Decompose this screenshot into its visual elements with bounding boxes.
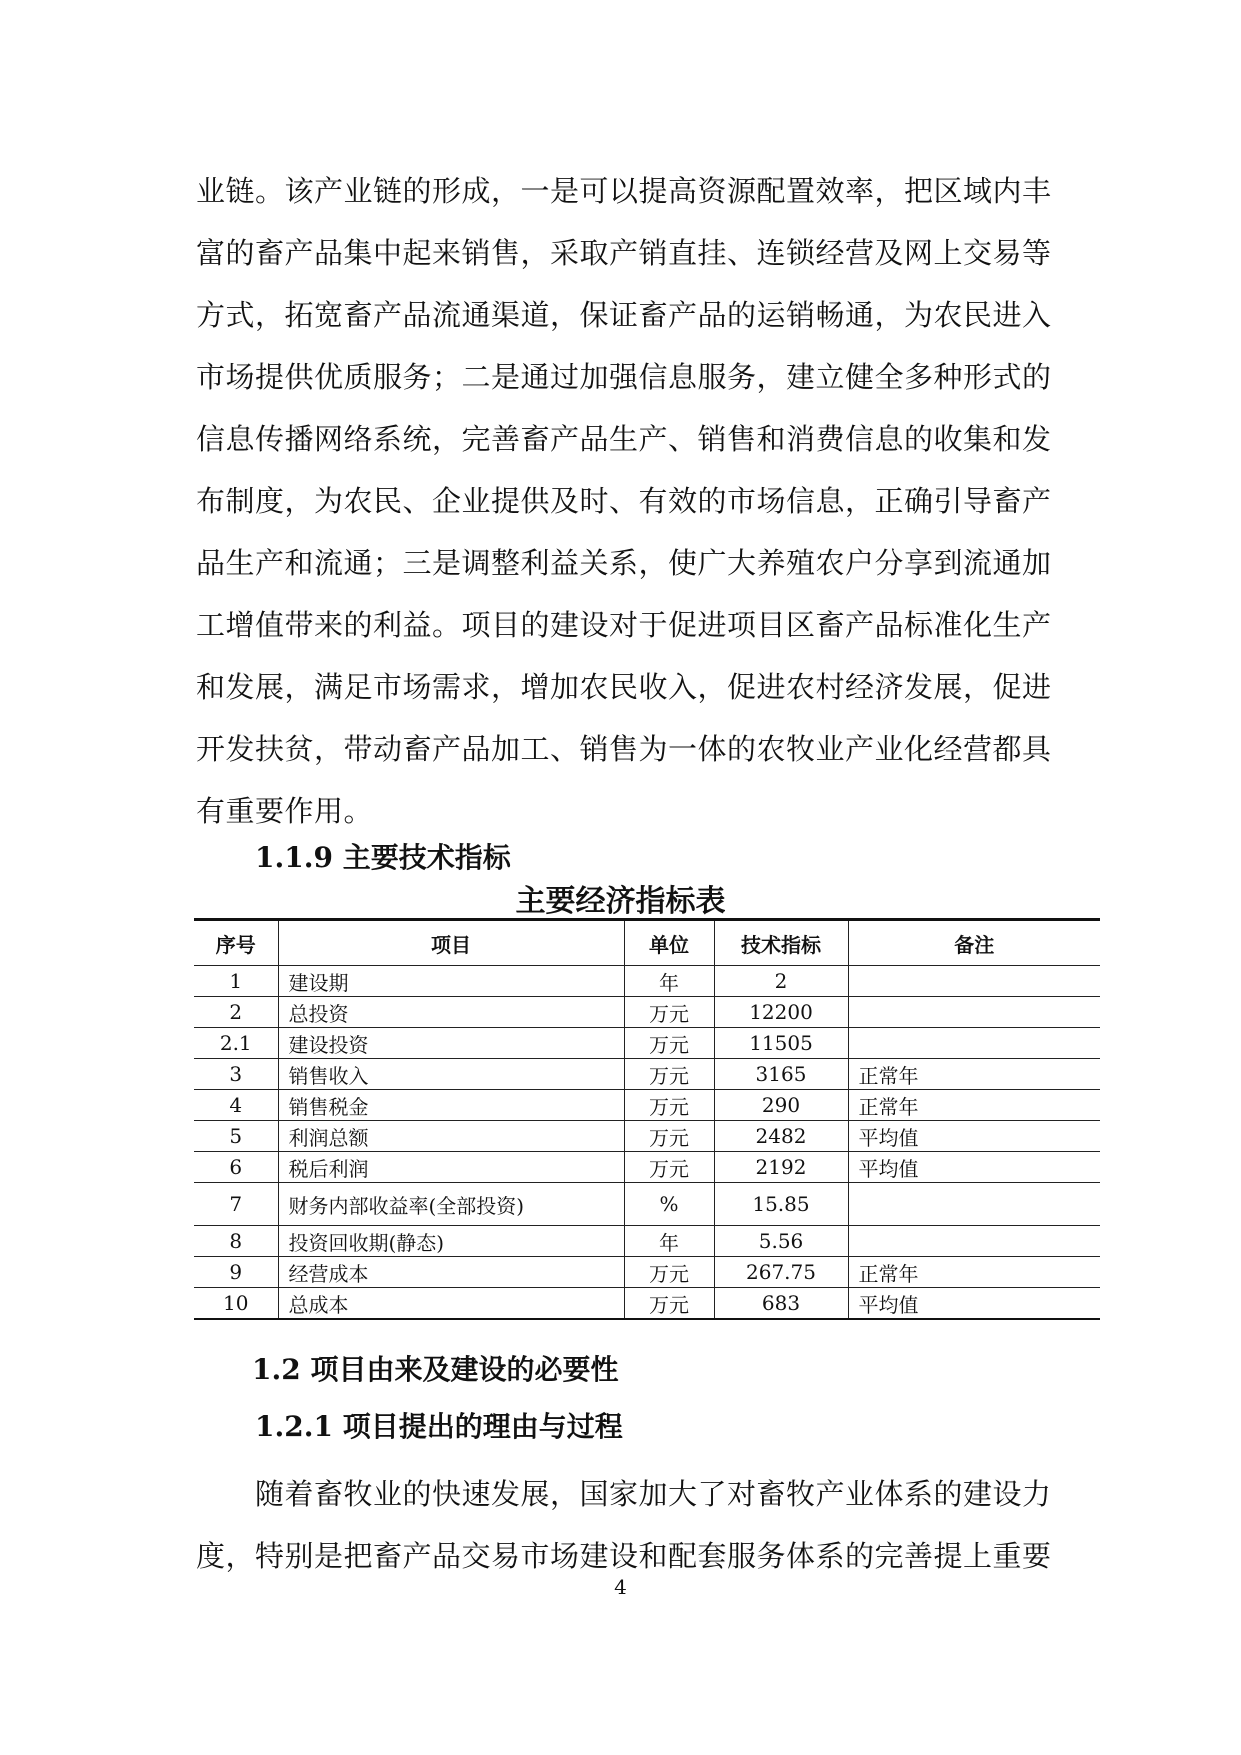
cell-remark bbox=[848, 1028, 1100, 1059]
text-line: 方式，拓宽畜产品流通渠道，保证畜产品的运销畅通，为农民进入 bbox=[196, 298, 1052, 332]
cell-item: 建设期 bbox=[278, 966, 624, 997]
cell-item: 销售收入 bbox=[278, 1059, 624, 1090]
cell-unit: 万元 bbox=[624, 997, 714, 1028]
cell-index: 3 bbox=[194, 1059, 278, 1090]
cell-index: 4 bbox=[194, 1090, 278, 1121]
cell-index: 2.1 bbox=[194, 1028, 278, 1059]
cell-value: 290 bbox=[714, 1090, 848, 1121]
cell-remark bbox=[848, 1183, 1100, 1226]
cell-remark: 平均值 bbox=[848, 1121, 1100, 1152]
cell-item: 税后利润 bbox=[278, 1152, 624, 1183]
header-item: 项目 bbox=[278, 920, 624, 966]
text-line: 度，特别是把畜产品交易市场建设和配套服务体系的完善提上重要 bbox=[196, 1539, 1052, 1573]
table-row bbox=[194, 1152, 1100, 1183]
cell-item: 总投资 bbox=[278, 997, 624, 1028]
text-line: 信息传播网络系统，完善畜产品生产、销售和消费信息的收集和发 bbox=[196, 422, 1052, 456]
text-line: 业链。该产业链的形成，一是可以提高资源配置效率，把区域内丰 bbox=[196, 174, 1052, 208]
text-line: 市场提供优质服务；二是通过加强信息服务，建立健全多种形式的 bbox=[196, 360, 1052, 394]
cell-item: 总成本 bbox=[278, 1288, 624, 1320]
cell-index: 1 bbox=[194, 966, 278, 997]
cell-remark: 正常年 bbox=[848, 1090, 1100, 1121]
cell-value: 2 bbox=[714, 966, 848, 997]
cell-index: 7 bbox=[194, 1183, 278, 1226]
cell-item: 利润总额 bbox=[278, 1121, 624, 1152]
cell-unit: 年 bbox=[624, 1226, 714, 1257]
subsection-heading: 1.2.1 项目提出的理由与过程 bbox=[255, 1410, 623, 1443]
cell-remark: 正常年 bbox=[848, 1059, 1100, 1090]
cell-index: 6 bbox=[194, 1152, 278, 1183]
text-line: 布制度，为农民、企业提供及时、有效的市场信息，正确引导畜产 bbox=[196, 484, 1052, 518]
cell-remark: 平均值 bbox=[848, 1288, 1100, 1320]
table-row bbox=[194, 1183, 1100, 1226]
cell-value: 3165 bbox=[714, 1059, 848, 1090]
text-line: 开发扶贫，带动畜产品加工、销售为一体的农牧业产业化经营都具 bbox=[196, 732, 1052, 766]
cell-item: 经营成本 bbox=[278, 1257, 624, 1288]
cell-unit: 万元 bbox=[624, 1288, 714, 1320]
cell-value: 267.75 bbox=[714, 1257, 848, 1288]
header-unit: 单位 bbox=[624, 920, 714, 966]
text-line: 有重要作用。 bbox=[196, 794, 374, 828]
body-paragraph bbox=[196, 160, 1104, 842]
cell-unit: 万元 bbox=[624, 1028, 714, 1059]
text-line: 品生产和流通；三是调整利益关系，使广大养殖农户分享到流通加 bbox=[196, 546, 1052, 580]
cell-index: 5 bbox=[194, 1121, 278, 1152]
cell-remark: 平均值 bbox=[848, 1152, 1100, 1183]
cell-remark bbox=[848, 997, 1100, 1028]
page-number: 4 bbox=[614, 1575, 627, 1599]
cell-remark: 正常年 bbox=[848, 1257, 1100, 1288]
table-row bbox=[194, 997, 1100, 1028]
cell-item: 财务内部收益率(全部投资) bbox=[278, 1183, 624, 1226]
cell-item: 建设投资 bbox=[278, 1028, 624, 1059]
table-row bbox=[194, 1090, 1100, 1121]
cell-index: 10 bbox=[194, 1288, 278, 1320]
section-heading: 1.1.9 主要技术指标 bbox=[255, 841, 511, 874]
cell-value: 11505 bbox=[714, 1028, 848, 1059]
table-header-row bbox=[194, 920, 1100, 966]
table-row bbox=[194, 1226, 1100, 1257]
text-line: 工增值带来的利益。项目的建设对于促进项目区畜产品标准化生产 bbox=[196, 608, 1052, 642]
cell-item: 销售税金 bbox=[278, 1090, 624, 1121]
cell-value: 2482 bbox=[714, 1121, 848, 1152]
economic-indicators-table bbox=[194, 918, 1100, 1320]
cell-value: 15.85 bbox=[714, 1183, 848, 1226]
text-line: 随着畜牧业的快速发展，国家加大了对畜牧产业体系的建设力 bbox=[196, 1477, 1052, 1511]
cell-unit: 万元 bbox=[624, 1090, 714, 1121]
cell-index: 9 bbox=[194, 1257, 278, 1288]
cell-remark bbox=[848, 1226, 1100, 1257]
cell-value: 2192 bbox=[714, 1152, 848, 1183]
cell-item: 投资回收期(静态) bbox=[278, 1226, 624, 1257]
table-row bbox=[194, 1288, 1100, 1320]
table-row bbox=[194, 1121, 1100, 1152]
table-row bbox=[194, 1059, 1100, 1090]
cell-unit: 万元 bbox=[624, 1059, 714, 1090]
cell-unit: 万元 bbox=[624, 1152, 714, 1183]
table-row bbox=[194, 1257, 1100, 1288]
cell-unit: 年 bbox=[624, 966, 714, 997]
header-remark: 备注 bbox=[848, 920, 1100, 966]
cell-index: 2 bbox=[194, 997, 278, 1028]
cell-value: 683 bbox=[714, 1288, 848, 1320]
cell-unit: % bbox=[624, 1183, 714, 1226]
cell-value: 12200 bbox=[714, 997, 848, 1028]
section-heading: 1.2 项目由来及建设的必要性 bbox=[252, 1353, 619, 1386]
text-line: 富的畜产品集中起来销售，采取产销直挂、连锁经营及网上交易等 bbox=[196, 236, 1052, 270]
table-title: 主要经济指标表 bbox=[515, 884, 726, 919]
cell-index: 8 bbox=[194, 1226, 278, 1257]
header-index: 序号 bbox=[194, 920, 278, 966]
cell-unit: 万元 bbox=[624, 1121, 714, 1152]
text-line: 和发展，满足市场需求，增加农民收入，促进农村经济发展，促进 bbox=[196, 670, 1052, 704]
cell-value: 5.56 bbox=[714, 1226, 848, 1257]
cell-remark bbox=[848, 966, 1100, 997]
cell-unit: 万元 bbox=[624, 1257, 714, 1288]
header-indicator: 技术指标 bbox=[714, 920, 848, 966]
body-paragraph bbox=[196, 1463, 1104, 1587]
table-row bbox=[194, 966, 1100, 997]
table-row bbox=[194, 1028, 1100, 1059]
